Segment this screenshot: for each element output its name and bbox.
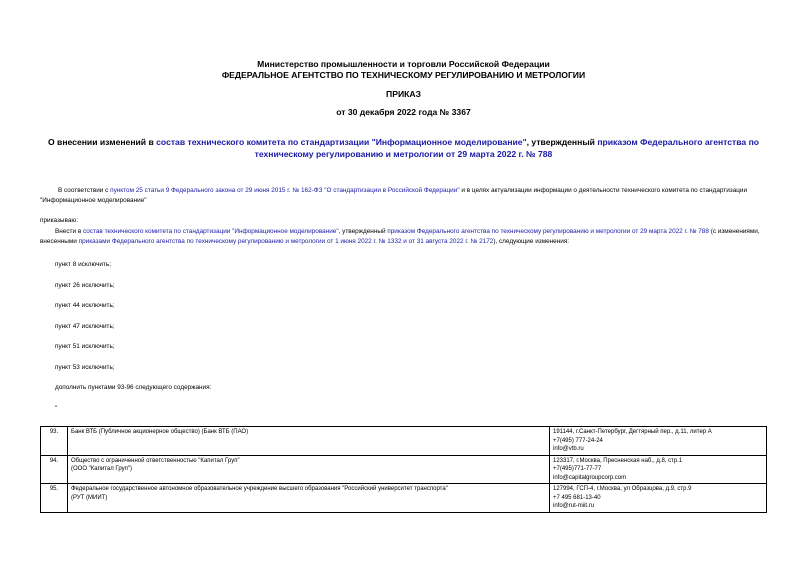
document-title <box>30 136 777 160</box>
opening-quote: " <box>55 405 58 412</box>
preamble-text-1: В соответствии с <box>58 187 111 194</box>
body-paragraph <box>40 227 768 247</box>
body-text-2: , утвержденный <box>338 228 388 235</box>
list-item: пункт 8 исключить; <box>55 261 112 268</box>
list-item: пункт 51 исключить; <box>55 343 115 350</box>
title-link-committee[interactable]: состав технического комитета по стандартизации "Информационное моделирование" <box>156 137 527 147</box>
organization-line: (РУТ (МИИТ) <box>71 494 108 501</box>
title-text-2: , утвержденный <box>526 137 598 147</box>
email-line: info@vtb.ru <box>553 446 584 452</box>
organization-line: Общество с ограниченной ответственностью "Капитал Груп" <box>71 457 240 464</box>
body-amendments-link[interactable]: приказами Федерального агентства по техническому регулированию и метрологии от 1 июня 2022 г. № 1332 и от 31 августа 2022 г. № 2172 <box>78 238 494 245</box>
email-line: info@rut-miit.ru <box>553 503 595 509</box>
phone-line: +7(495)771-77-77 <box>553 466 602 472</box>
ministry-name: Министерство промышленности и торговли Российской Федерации <box>257 59 550 69</box>
title-link-order[interactable]: приказом Федерального агентства по техническому регулированию и метрологии от 29 марта 2022 г. № 788 <box>254 137 760 159</box>
title-text-1: О внесении изменений в <box>47 137 157 147</box>
preamble-law-link[interactable]: пунктом 25 статьи 9 Федерального закона от 29 июня 2015 г. № 162-ФЗ "О стандартизации в Российской Федерации" <box>110 187 460 194</box>
body-text-1: Внести в <box>55 228 83 235</box>
row-number: 94. <box>41 455 68 484</box>
list-item: пункт 44 исключить; <box>55 302 115 309</box>
table-row <box>41 427 767 456</box>
body-order-link[interactable]: приказом Федерального агентства по техническому регулированию и метрологии от 29 марта 2022 г. № 788 <box>387 228 709 235</box>
row-number: 95. <box>41 484 68 513</box>
organization-cell <box>68 427 550 456</box>
email-line: info@capitalgroupcorp.com <box>553 474 627 481</box>
phone-line: +7(495) 777-24-24 <box>553 437 603 444</box>
phone-line: +7 495 681-13-40 <box>553 494 601 501</box>
list-item: дополнить пунктами 93-96 следующего содержания: <box>55 384 212 391</box>
document-date: от 30 декабря 2022 года № 3367 <box>336 107 471 117</box>
list-item: пункт 53 исключить; <box>55 364 115 371</box>
address-line: 123317, г.Москва, Пресненская наб., д.8, стр.1 <box>553 457 683 464</box>
organization-line: (ООО "Капитал Груп") <box>71 466 132 472</box>
row-number: 93. <box>41 427 68 456</box>
organization-line: Федеральное государственное автономное образовательное учреждение высшего образования "Российский университет транспорта" <box>71 486 448 492</box>
members-table <box>40 426 767 513</box>
body-text-4: ), следующие изменения: <box>493 238 570 245</box>
table-row <box>41 455 767 484</box>
list-item: пункт 47 исключить; <box>55 323 115 330</box>
body-committee-link[interactable]: состав технического комитета по стандартизации "Информационное моделирование" <box>82 228 339 235</box>
address-line: 127994, ГСП-4, г.Москва, ул Образцова, д.9, стр.9 <box>553 486 692 492</box>
organization-cell <box>68 455 550 484</box>
table-row <box>41 484 767 513</box>
address-line: 191144, г.Санкт-Петербург, Дегтярный пер., д.11, литер А <box>553 429 712 435</box>
contact-cell <box>550 427 767 456</box>
list-item: пункт 26 исключить; <box>55 282 115 289</box>
preamble-text-2: и в целях актуализации информации о деятельности технического комитета по стандартизации "Информационное моделирование" <box>40 187 748 204</box>
organization-line: Банк ВТБ (Публичное акционерное общество) (Банк ВТБ (ПАО) <box>71 429 249 435</box>
contact-cell <box>550 484 767 513</box>
body-text-3: (с изменениями, внесенными <box>40 228 760 245</box>
preamble-paragraph <box>40 186 767 206</box>
order-word: приказываю: <box>40 217 78 224</box>
agency-name: ФЕДЕРАЛЬНОЕ АГЕНТСТВО ПО ТЕХНИЧЕСКОМУ РЕГУЛИРОВАНИЮ И МЕТРОЛОГИИ <box>221 70 586 80</box>
organization-cell <box>68 484 550 513</box>
document-type: ПРИКАЗ <box>386 89 421 99</box>
contact-cell <box>550 455 767 484</box>
